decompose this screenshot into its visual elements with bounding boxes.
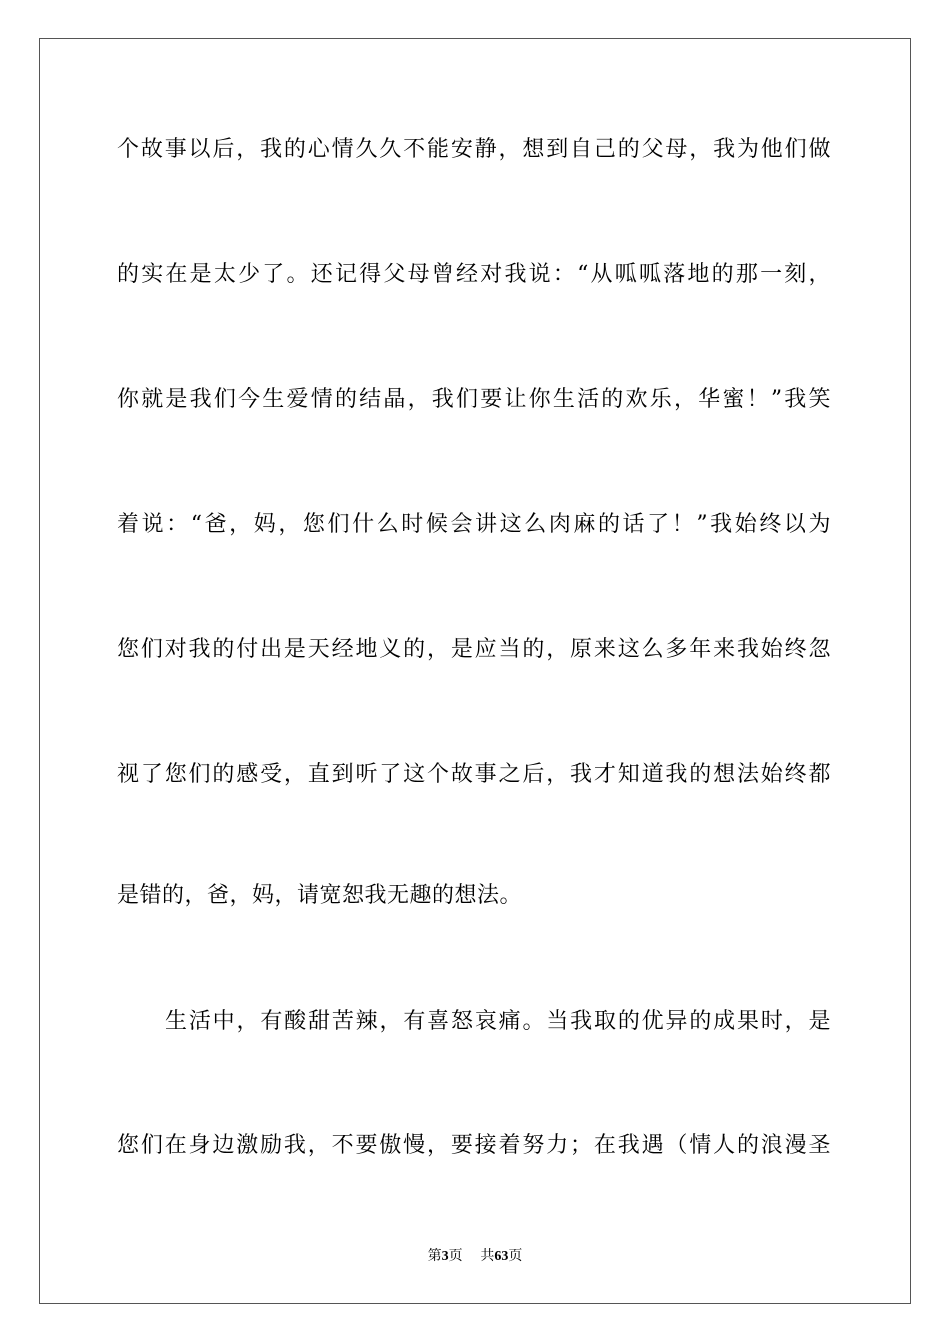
- text-line-1: 个故事以后，我的心情久久不能安静，想到自己的父母，我为他们做: [117, 137, 831, 162]
- text-line-9: 您们在身边激励我，不要傲慢，要接着努力；在我遇（情人的浪漫圣: [117, 1133, 831, 1158]
- footer-total-prefix: 共: [480, 1248, 495, 1264]
- text-line-3: 你就是我们今生爱情的结晶，我们要让你生活的欢乐，华蜜！”我笑: [117, 387, 831, 412]
- text-line-8: 生活中，有酸甜苦辣，有喜怒哀痛。当我取的优异的成果时，是: [165, 1009, 831, 1034]
- footer-page-prefix: 第: [427, 1248, 442, 1264]
- footer-page-suffix: 页: [448, 1248, 463, 1264]
- text-line-7: 是错的，爸，妈，请宽恕我无趣的想法。: [117, 883, 523, 908]
- page-footer: [0, 1246, 950, 1267]
- footer-total-pages: 63: [494, 1249, 509, 1264]
- text-line-6: 视了您们的感受，直到听了这个故事之后，我才知道我的想法始终都: [117, 762, 831, 787]
- footer-total-suffix: 页: [508, 1248, 523, 1264]
- text-line-2: 的实在是太少了。还记得父母曾经对我说：“从呱呱落地的那一刻，: [117, 262, 831, 287]
- text-line-4: 着说：“爸，妈，您们什么时候会讲这么肉麻的话了！”我始终以为: [117, 512, 831, 537]
- footer-page-number: 3: [441, 1249, 449, 1264]
- text-line-5: 您们对我的付出是天经地义的，是应当的，原来这么多年来我始终忽: [117, 637, 831, 662]
- page-border: [39, 38, 911, 1304]
